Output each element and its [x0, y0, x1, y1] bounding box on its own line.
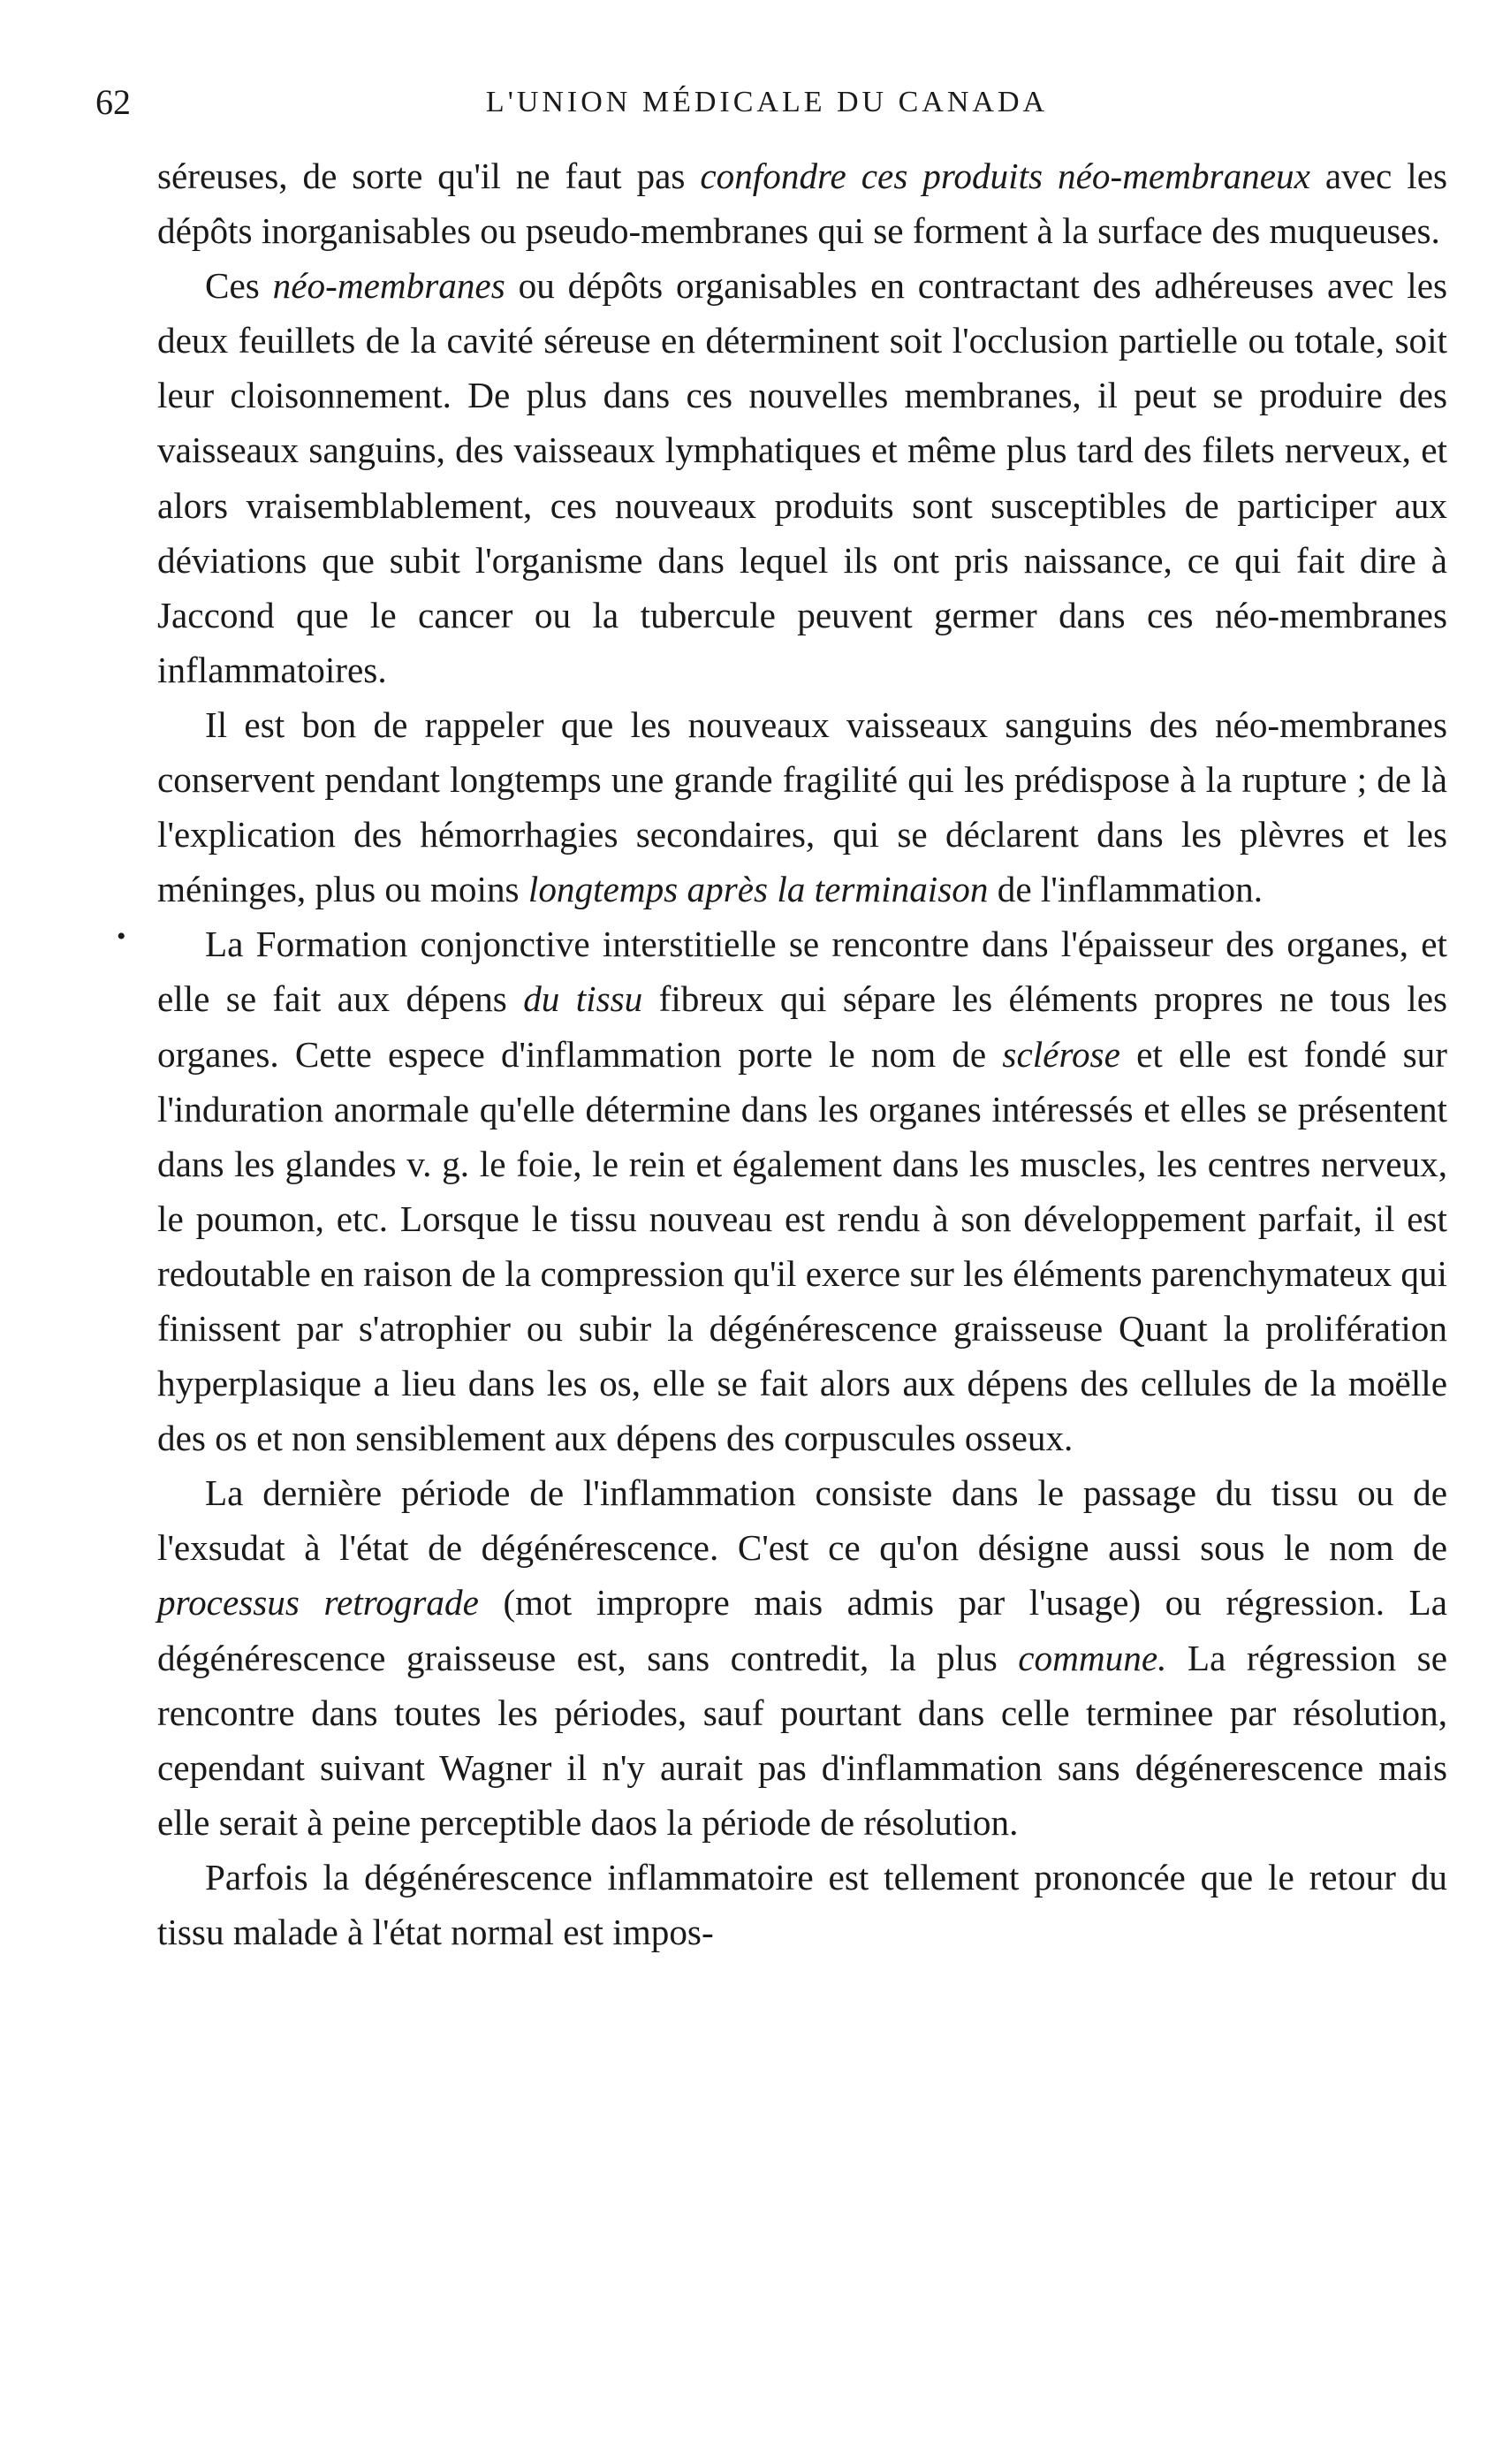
page-header: [95, 76, 1438, 129]
paragraph-2: Ces néo-membranes ou dépôts organisables en contractant des adhéreuses avec les deux feuillets de la cavité séreuse en déterminent soit l'occlusion partielle ou totale, soit leur cloisonnement. De plus dans ces nouvelles membranes, il peut se produire des vaisseaux sanguins, des vaisseaux lymphatiques et même plus tard des filets nerveux, et alors vraisemblablement, ces nouveaux produits sont susceptibles de participer aux déviations que subit l'organisme dans lequel ils ont pris naissance, ce qui fait dire à Jaccond que le cancer ou la tubercule peuvent germer dans ces néo-membranes inflammatoires.: [157, 265, 1448, 690]
margin-mark: •: [117, 922, 126, 951]
page-number: 62: [95, 82, 131, 122]
body-text: [157, 148, 1447, 1959]
running-title: L'UNION MÉDICALE DU CANADA: [485, 86, 1049, 118]
paragraph-5: La dernière période de l'inflammation consiste dans le passage du tissu ou de l'exsudat à l'état de dégénérescence. C'est ce qu'on désigne aussi sous le nom de processus retrograde (mot impropre mais admis par l'usage) ou régression. La dégénérescence graisseuse est, sans contredit, la plus commune. La régression se rencontre dans toutes les périodes, sauf pourtant dans celle terminee par résolution, cependant suivant Wagner il n'y aurait pas d'inflammation sans dégénerescence mais elle serait à peine perceptible daos la période de résolution.: [157, 1472, 1447, 1843]
paragraph-3: Il est bon de rappeler que les nouveaux vaisseaux sanguins des néo-membranes conservent pendant longtemps une grande fragilité qui les prédispose à la rupture ; de là l'explication des hémorrhagies secondaires, qui se déclarent dans les plèvres et les méninges, plus ou moins longtemps après la terminaison de l'inflammation.: [157, 703, 1447, 910]
paragraph-6: Parfois la dégénérescence inflammatoire est tellement prononcée que le retour du tissu malade à l'état normal est impos-: [157, 1856, 1447, 1952]
paragraph-1: séreuses, de sorte qu'il ne faut pas confondre ces produits néo-membraneux avec les dépôts inorganisables ou pseudo-membranes qui se forment à la surface des muqueuses.: [157, 156, 1447, 252]
paragraph-4: La Formation conjonctive interstitielle se rencontre dans l'épaisseur des organes, et elle se fait aux dépens du tissu fibreux qui sépare les éléments propres ne tous les organes. Cette espece d'inflammation porte le nom de sclérose et elle est fondé sur l'induration anormale qu'elle détermine dans les organes intéressés et elles se présentent dans les glandes v. g. le foie, le rein et également dans les muscles, les centres nerveux, le poumon, etc. Lorsque le tissu nouveau est rendu à son développement parfait, il est redoutable en raison de la compression qu'il exerce sur les éléments parenchymateux qui finissent par s'atrophier ou subir la dégénérescence graisseuse Quant la prolifération hyperplasique a lieu dans les os, elle se fait alors aux dépens des cellules de la moëlle des os et non sensiblement aux dépens des corpuscules osseux.: [157, 924, 1448, 1459]
